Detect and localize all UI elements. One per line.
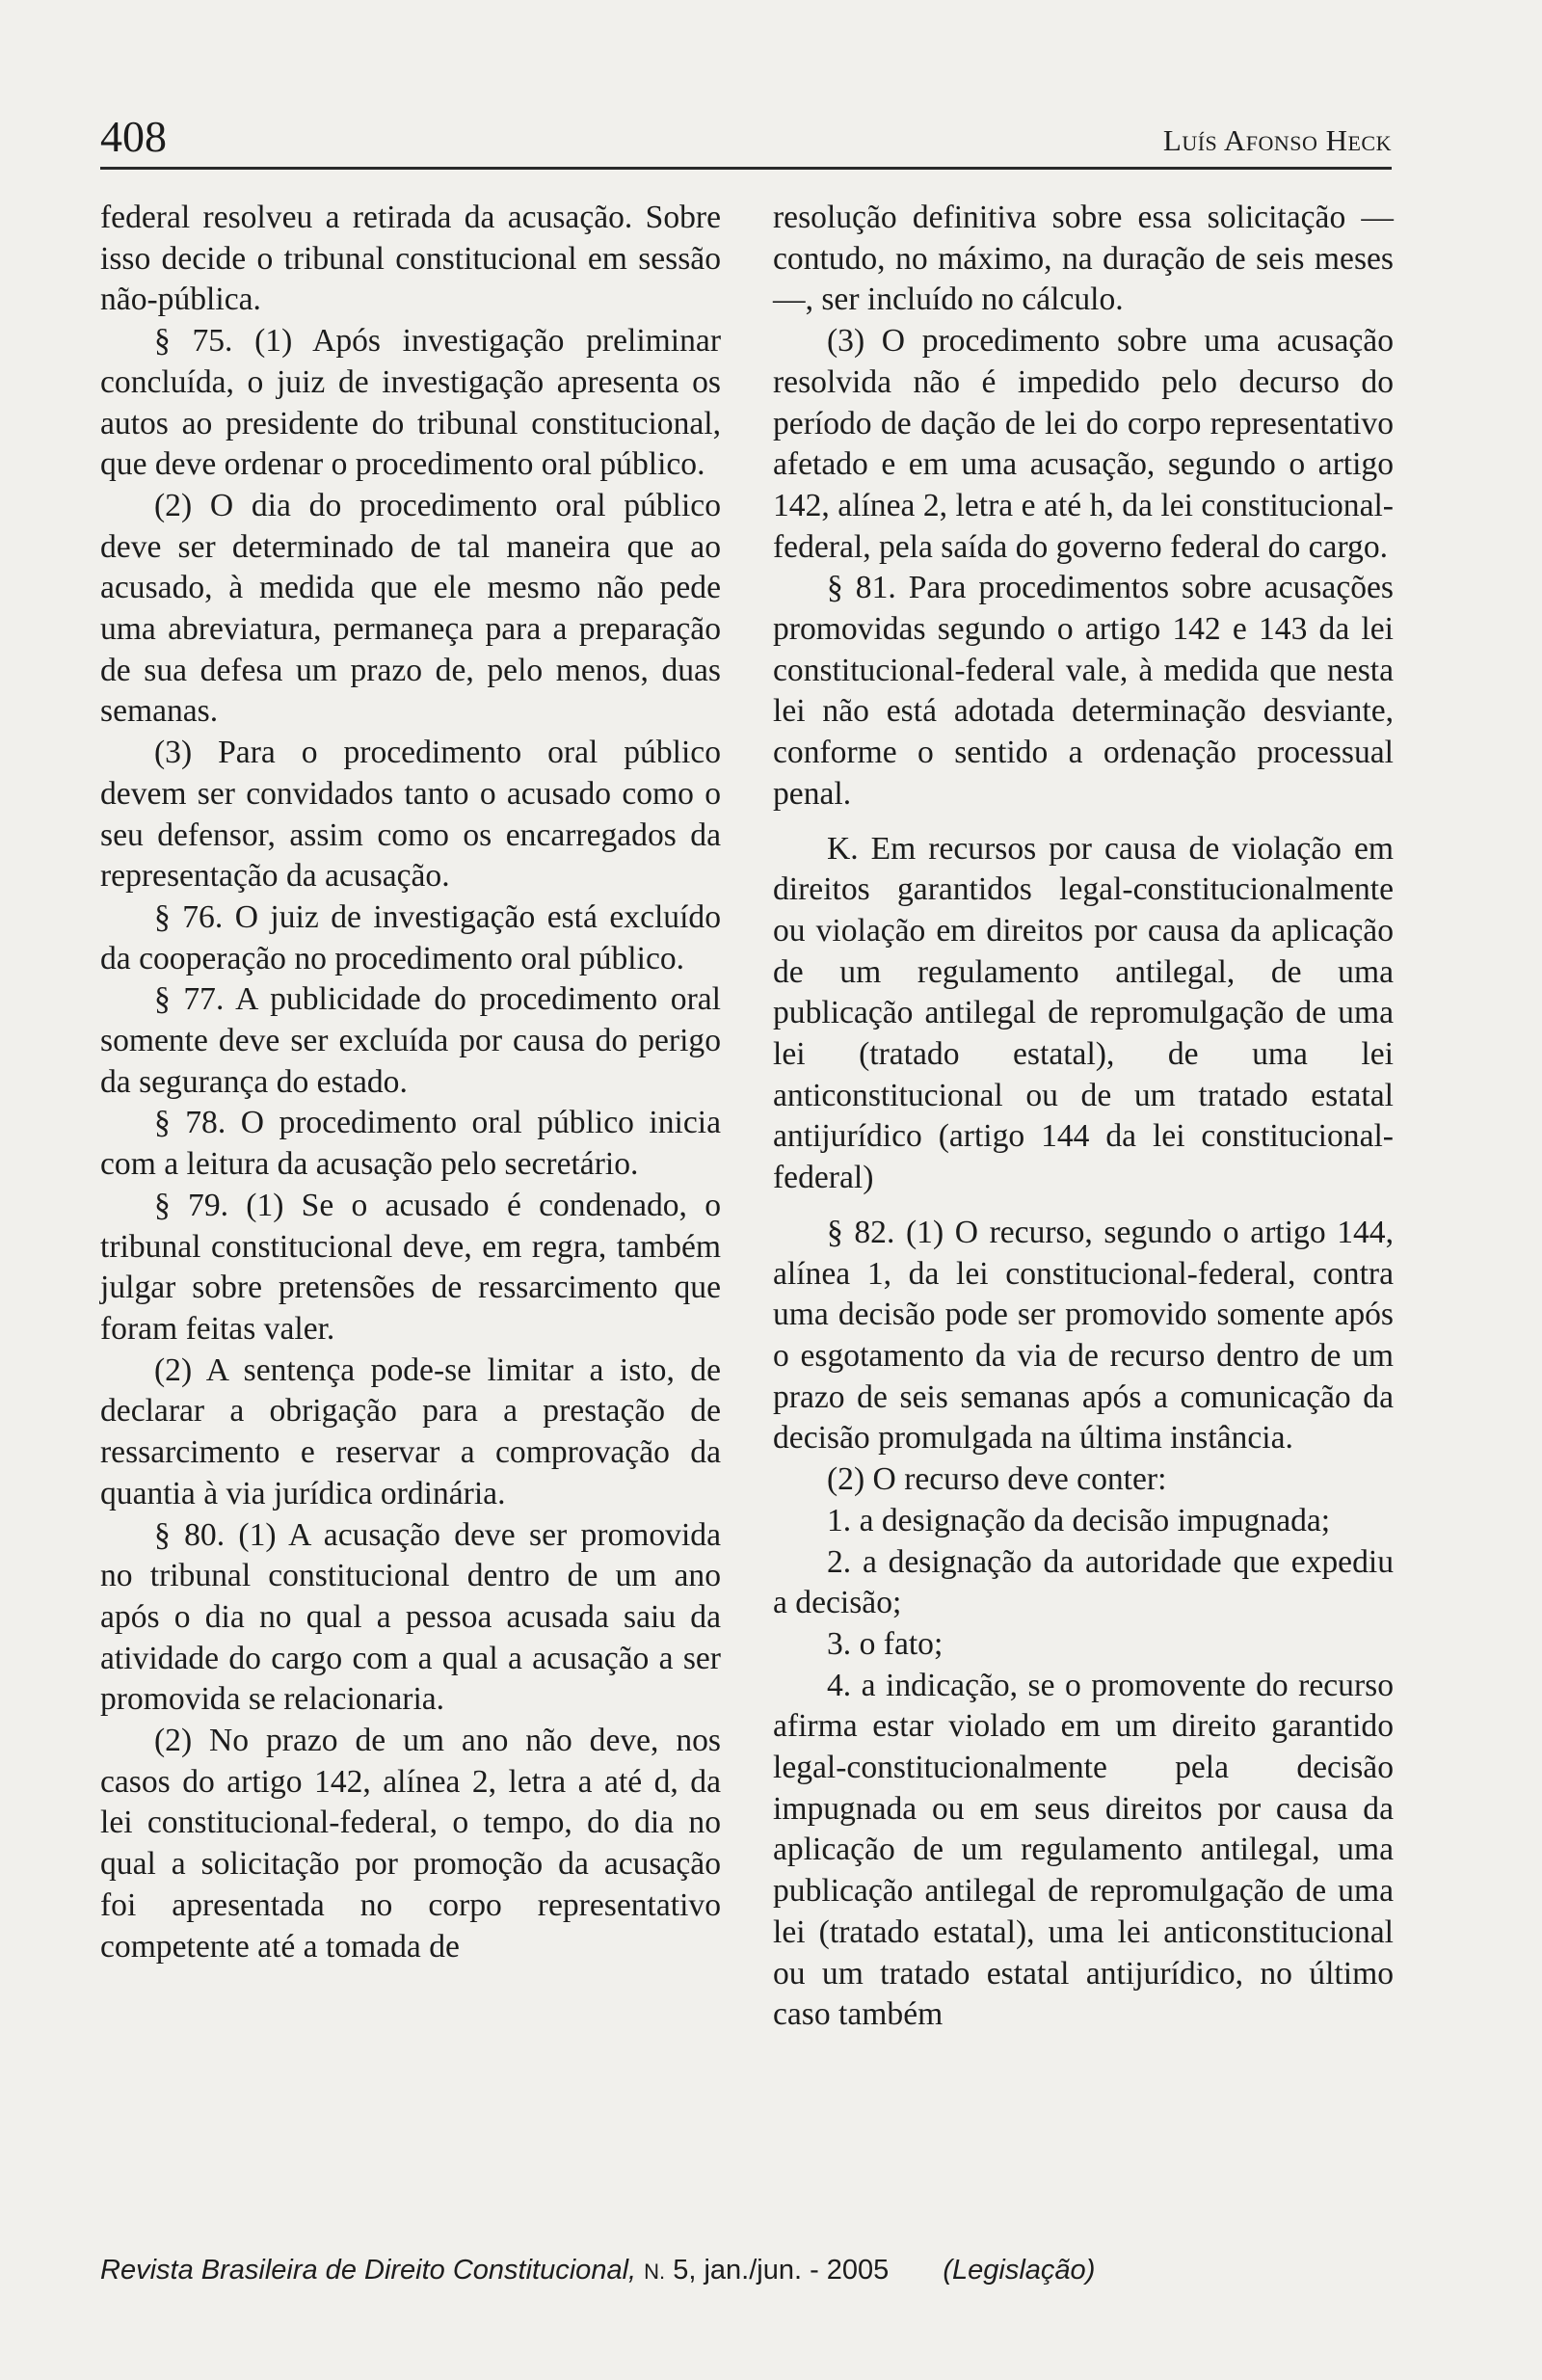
paragraph: § 75. (1) Após investigação preliminar concluída, o juiz de investigação apresenta os autos ao presidente do tribunal constitucional, que deve ordenar o procedimento oral público. bbox=[100, 323, 721, 483]
paragraph: resolução definitiva sobre essa solicitação — contudo, no máximo, na duração de seis meses —, ser incluído no cálculo. bbox=[773, 200, 1394, 318]
footer-number-abbrev: N. bbox=[644, 2260, 666, 2284]
paragraph: federal resolveu a retirada da acusação. Sobre isso decide o tribunal constitucional em sessão não-pública. bbox=[100, 200, 721, 318]
paragraph: (3) O procedimento sobre uma acusação resolvida não é impedido pelo decurso do período de dação de lei do corpo representativo afetado e em uma acusação, segundo o artigo 142, alínea 2, letra e até h, da lei constitucional-federal, pela saída do governo federal do cargo. bbox=[773, 323, 1394, 565]
list-item: 1. a designação da decisão impugnada; bbox=[827, 1502, 1331, 1538]
footer-journal: Revista Brasileira de Direito Constitucional, bbox=[100, 2255, 637, 2286]
list-item: 3. o fato; bbox=[827, 1625, 944, 1662]
left-column bbox=[100, 198, 721, 1967]
footer-section: (Legislação) bbox=[943, 2255, 1096, 2286]
footer-issue: 5, jan./jun. - 2005 bbox=[673, 2255, 890, 2286]
paragraph: (2) A sentença pode-se limitar a isto, de declarar a obrigação para a prestação de ressarcimento e reservar a comprovação da quantia à via jurídica ordinária. bbox=[100, 1351, 721, 1511]
paragraph: § 77. A publicidade do procedimento oral somente deve ser excluída por causa do perigo da segurança do estado. bbox=[100, 981, 721, 1100]
paragraph: § 80. (1) A acusação deve ser promovida no tribunal constitucional dentro de um ano após o dia no qual a pessoa acusada saiu da atividade do cargo com a qual a acusação a ser promovida se relacionaria. bbox=[100, 1516, 721, 1718]
header-rule bbox=[100, 167, 1392, 170]
paragraph: § 79. (1) Se o acusado é condenado, o tribunal constitucional deve, em regra, também julgar sobre pretensões de ressarcimento que foram feitas valer. bbox=[100, 1187, 721, 1347]
paragraph: § 81. Para procedimentos sobre acusações promovidas segundo o artigo 142 e 143 da lei constitucional-federal vale, à medida que nesta lei não está adotada determinação desviante, conforme o sentido a ordenação processual penal. bbox=[773, 570, 1394, 812]
list-item: 4. a indicação, se o promovente do recurso afirma estar violado em um direito garantido legal-constitucionalmente pela decisão impugnada ou em seus direitos por causa da aplicação de um regulamento antilegal, uma publicação antilegal de repromulgação de uma lei (tratado estatal), uma lei anticonstitucional ou um tratado estatal antijurídico, no último caso também bbox=[773, 1667, 1394, 2033]
paragraph: (2) O recurso deve conter: bbox=[827, 1461, 1167, 1498]
section-heading-paragraph: K. Em recursos por causa de violação em direitos garantidos legal-constitucionalmente ou violação em direitos por causa da aplicação de um regulamento antilegal, de uma publicação antilegal de repromulgação de uma lei (tratado estatal), de uma lei anticonstitucional ou de um tratado estatal antijurídico (artigo 144 da lei constitucional-federal) bbox=[773, 830, 1394, 1196]
list-item: 2. a designação da autoridade que expediu a decisão; bbox=[773, 1543, 1394, 1621]
page-number: 408 bbox=[100, 112, 167, 161]
running-head: Luís Afonso Heck bbox=[1162, 123, 1392, 157]
paragraph: § 82. (1) O recurso, segundo o artigo 144, alínea 1, da lei constitucional-federal, contra uma decisão pode ser promovido somente após o esgotamento da via de recurso dentro de um prazo de seis semanas após a comunicação da decisão promulgada na última instância. bbox=[773, 1214, 1394, 1457]
paragraph: (2) O dia do procedimento oral público deve ser determinado de tal maneira que ao acusado, à medida que ele mesmo não pede uma abreviatura, permaneça para a preparação de sua defesa um prazo de, pelo menos, duas semanas. bbox=[100, 487, 721, 730]
paragraph: § 76. O juiz de investigação está excluído da cooperação no procedimento oral público. bbox=[100, 898, 721, 976]
paragraph: (3) Para o procedimento oral público devem ser convidados tanto o acusado como o seu defensor, assim como os encarregados da representação da acusação. bbox=[100, 735, 721, 895]
right-column bbox=[773, 198, 1394, 2036]
footer bbox=[100, 2251, 1095, 2291]
paragraph: § 78. O procedimento oral público inicia com a leitura da acusação pelo secretário. bbox=[100, 1105, 721, 1183]
paragraph: (2) No prazo de um ano não deve, nos casos do artigo 142, alínea 2, letra a até d, da lei constitucional-federal, o tempo, do dia no qual a solicitação por promoção da acusação foi apresentada no corpo representativo competente até a tomada de bbox=[100, 1723, 721, 1965]
